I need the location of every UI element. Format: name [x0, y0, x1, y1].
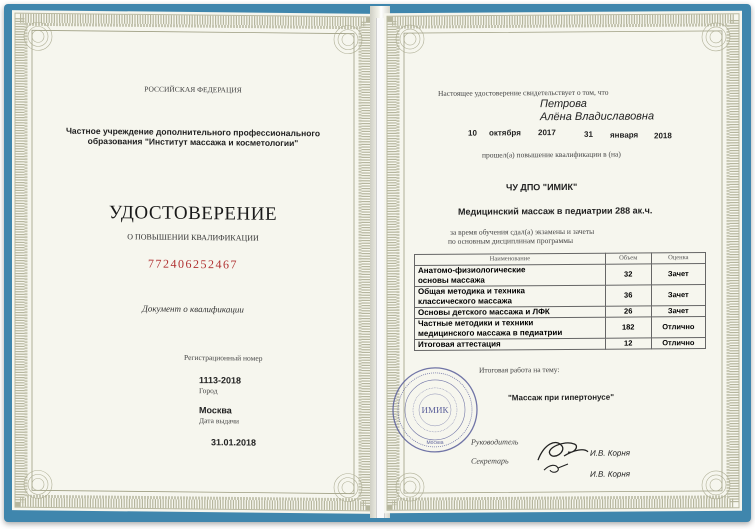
city-label: Город [199, 386, 218, 396]
institution-line-1: Частное учреждение дополнительного профессионального [65, 125, 321, 139]
registration-number: 1113-2018 [199, 375, 242, 386]
subject-grade: Зачет [651, 264, 705, 285]
seal-stamp-icon [391, 366, 479, 455]
subject-grade: Зачет [651, 285, 705, 306]
subjects-table [414, 252, 706, 351]
col-header-hours: Объем [605, 253, 651, 264]
subject-name: Анатомо-физиологические основы массажа [415, 264, 606, 286]
final-work-label: Итоговая работа на тему: [479, 365, 560, 375]
subject-hours: 182 [605, 317, 651, 338]
stamp-city-text: Москва [426, 439, 444, 446]
document-title: УДОСТОВЕРЕНИЕ [108, 202, 278, 225]
issue-date-label: Дата выдачи [199, 416, 240, 426]
subject-hours: 32 [605, 264, 651, 285]
surname: Петрова [540, 97, 587, 111]
country-label: РОССИЙСКАЯ ФЕДЕРАЦИЯ [144, 84, 242, 95]
document-subtitle: О ПОВЫШЕНИИ КВАЛИФИКАЦИИ [127, 232, 259, 243]
subject-grade: Зачет [651, 306, 705, 317]
registration-label: Регистрационный номер [184, 352, 263, 363]
table-row [415, 285, 706, 308]
head-label: Руководитель [471, 437, 519, 447]
table-row [415, 264, 706, 287]
period-to-year: 2018 [654, 131, 672, 141]
period-from-month: октября [489, 128, 521, 138]
signature-icon [534, 430, 592, 478]
subject-name: Основы детского массажа и ЛФК [415, 306, 606, 318]
subject-name: Частные методики и техники медицинского массажа в педиатрии [415, 317, 606, 339]
secretary-name: И.В. Корня [590, 469, 631, 479]
period-to-month: января [610, 130, 639, 140]
subject-name: Итоговая аттестация [415, 338, 606, 350]
stamp-center-text: ИМИК [421, 404, 449, 415]
issue-date: 31.01.2018 [211, 437, 257, 448]
subject-hours: 12 [605, 338, 651, 349]
document-type: Документ о квалификации [142, 303, 244, 315]
institution-line-2: образования "Институт массажа и косметологии" [87, 135, 299, 149]
table-row [415, 338, 706, 351]
period-to-day: 31 [584, 129, 593, 139]
subject-hours: 26 [605, 306, 651, 317]
col-header-name: Наименование [415, 253, 606, 265]
intro-text: Настоящее удостоверение свидетельствует о том, что [438, 87, 609, 98]
head-name: И.В. Корня [590, 448, 631, 458]
serial-number: 772406252467 [148, 256, 238, 272]
exams-line-1: за время обучения сдал(а) экзамены и зачеты [450, 226, 595, 237]
given-name: Алёна Владиславовна [540, 110, 655, 124]
city-value: Москва [199, 405, 232, 416]
exams-line-2: по основным дисциплинам программы [448, 235, 574, 246]
final-work-title: "Массаж при гипертонусе" [508, 392, 614, 403]
program-title: Медицинский массаж в педиатрии 288 ак.ч. [458, 205, 653, 217]
passed-text: прошел(а) повышение квалификации в (на) [482, 149, 621, 160]
period-from-day: 10 [468, 128, 477, 138]
subject-grade: Отлично [651, 317, 705, 338]
subject-hours: 36 [605, 285, 651, 306]
organization: ЧУ ДПО "ИМИК" [506, 181, 578, 193]
col-header-grade: Оценка [651, 253, 705, 264]
subject-name: Общая методика и техника классического массажа [415, 285, 606, 307]
left-page [12, 10, 374, 514]
subject-grade: Отлично [651, 338, 705, 349]
right-page [384, 11, 742, 513]
secretary-label: Секретарь [471, 456, 509, 466]
period-from-year: 2017 [538, 128, 556, 138]
table-row [415, 317, 706, 340]
